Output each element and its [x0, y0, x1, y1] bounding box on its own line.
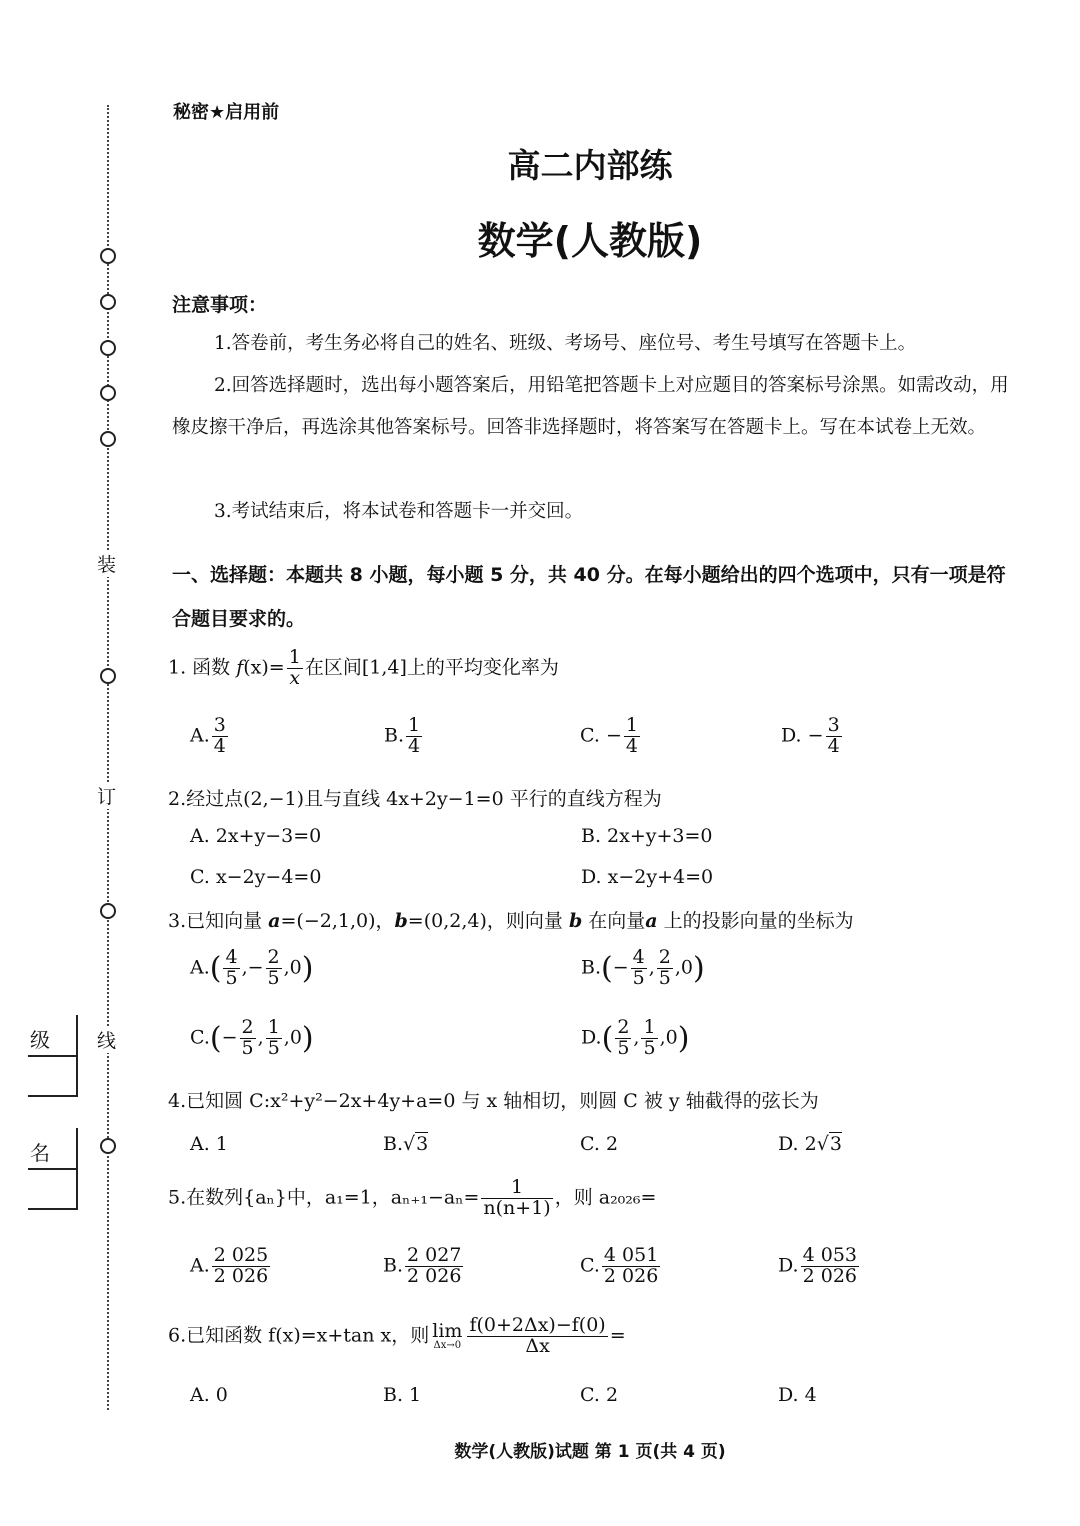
class-field-box-lower [28, 1055, 78, 1097]
q2-option-b: B. 2x+y+3=0 [581, 825, 713, 847]
q1-option-c: C. − $\frac{1}{4}$ [580, 714, 638, 757]
section-heading: 一、选择题：本题共 8 小题，每小题 5 分，共 40 分。在每小题给出的四个选项中，只有一项是符合题目要求的。 [172, 564, 1006, 630]
binding-hole [100, 1138, 116, 1154]
binding-hole [100, 668, 116, 684]
binding-char-zhuang: 装 [97, 550, 116, 577]
question-6-stem: 6.已知函数 f(x)=x+tan x，则 lim Δx→0 $\frac{f(0+2\Delta x)-f(0)}{\Delta x}$ = [168, 1314, 626, 1357]
q5-option-b: B. $\frac{2 027}{2 026}$ [383, 1244, 462, 1287]
q2-option-d: D. x−2y+4=0 [581, 866, 714, 888]
binding-hole [100, 431, 116, 447]
name-field-box[interactable] [28, 1128, 78, 1170]
notice-heading: 注意事项： [172, 294, 268, 316]
q4-option-d: D. 2√3 [778, 1133, 842, 1155]
binding-char-xian: 线 [97, 1026, 116, 1053]
q1-option-d: D. − $\frac{3}{4}$ [781, 714, 840, 757]
page-title: 高二内部练 [507, 146, 673, 185]
binding-char-ding: 订 [97, 782, 116, 809]
question-3-stem: 3.已知向量 a=(−2,1,0)，b=(0,2,4)，则向量 b 在向量a 上的投影向量的坐标为 [168, 910, 854, 932]
question-2-stem: 2.经过点(2,−1)且与直线 4x+2y−1=0 平行的直线方程为 [168, 788, 662, 810]
binding-hole [100, 340, 116, 356]
q3-option-d: D.( $\frac{2}{5}$ , $\frac{1}{5}$ ,0) [581, 1016, 690, 1059]
q6-option-d: D. 4 [778, 1384, 817, 1406]
q6-option-c: C. 2 [580, 1384, 619, 1406]
notice-item-2: 2.回答选择题时，选出每小题答案后，用铅笔把答题卡上对应题目的答案标号涂黑。如需改动，用橡皮擦干净后，再选涂其他答案标号。回答非选择题时，将答案写在答题卡上。写在本试卷上无效。 [172, 375, 1009, 438]
q3-option-c: C.(− $\frac{2}{5}$ , $\frac{1}{5}$ ,0) [190, 1016, 314, 1059]
question-1-stem: 1. 函数 f(x)= $\frac{1}{x}$ 在区间[1,4]上的平均变化率为 [168, 646, 559, 689]
name-field-box-lower [28, 1168, 78, 1210]
secret-label: 秘密★启用前 [173, 102, 280, 123]
class-field-label: 级 [30, 1028, 50, 1052]
q5-option-c: C. $\frac{4 051}{2 026}$ [580, 1244, 659, 1287]
binding-hole [100, 294, 116, 310]
binding-hole [100, 903, 116, 919]
name-field-label: 名 [30, 1141, 50, 1165]
q2-option-c: C. x−2y−4=0 [190, 866, 322, 888]
question-4-stem: 4.已知圆 C:x²+y²−2x+4y+a=0 与 x 轴相切，则圆 C 被 y 轴截得的弦长为 [168, 1090, 819, 1112]
binding-hole [100, 385, 116, 401]
q2-option-a: A. 2x+y−3=0 [190, 825, 322, 847]
notice-item-1: 1.答卷前，考生务必将自己的姓名、班级、考场号、座位号、考生号填写在答题卡上。 [214, 333, 917, 354]
q4-option-c: C. 2 [580, 1133, 619, 1155]
q5-option-a: A. $\frac{2 025}{2 026}$ [190, 1244, 269, 1287]
q6-option-b: B. 1 [383, 1384, 422, 1406]
class-field-box[interactable] [28, 1015, 78, 1057]
q3-option-a: A.( $\frac{4}{5}$ ,− $\frac{2}{5}$ ,0) [190, 946, 314, 989]
q4-option-b: B.√3 [383, 1133, 429, 1155]
q3-option-b: B.(− $\frac{4}{5}$ , $\frac{2}{5}$ ,0) [581, 946, 705, 989]
notice-item-3: 3.考试结束后，将本试卷和答题卡一并交回。 [214, 501, 584, 522]
q4-option-a: A. 1 [190, 1133, 228, 1155]
question-5-stem: 5.在数列{aₙ}中，a₁=1，aₙ₊₁−aₙ= $\frac{1}{n(n+1)}$ ，则 a₂₀₂₆= [168, 1176, 657, 1219]
q6-option-a: A. 0 [190, 1384, 228, 1406]
q1-option-a: A. $\frac{3}{4}$ [190, 714, 226, 757]
q5-option-d: D. $\frac{4 053}{2 026}$ [778, 1244, 858, 1287]
page-subtitle: 数学(人教版) [477, 219, 703, 263]
page-footer: 数学(人教版)试题 第 1 页(共 4 页) [454, 1442, 726, 1462]
q1-option-b: B. $\frac{1}{4}$ [384, 714, 421, 757]
